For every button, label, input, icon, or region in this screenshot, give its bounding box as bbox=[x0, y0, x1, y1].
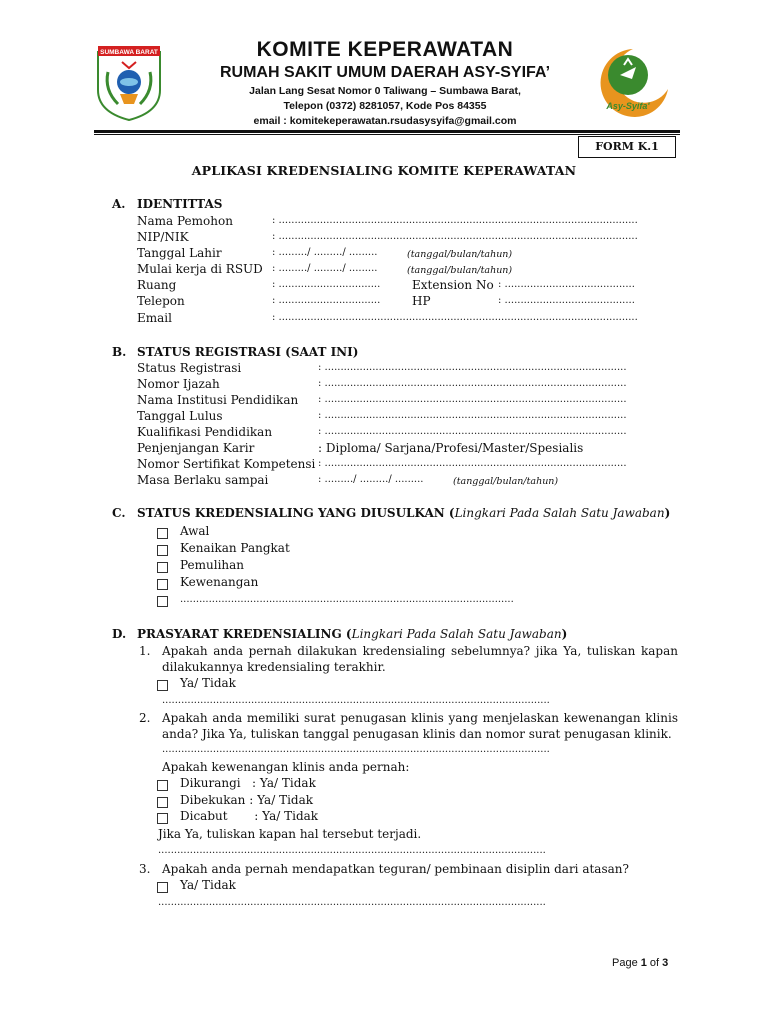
letterhead bbox=[0, 0, 768, 135]
hint-tanggal-lahir: (tanggal/bulan/tahun) bbox=[407, 249, 513, 260]
question-2-number: 2. bbox=[139, 711, 151, 725]
label-mulai-kerja: Mulai kerja di RSUD bbox=[137, 262, 263, 276]
question-3-number: 3. bbox=[139, 862, 151, 876]
field-hp[interactable]: : ......................................... bbox=[498, 295, 635, 306]
section-a-letter: A. bbox=[112, 197, 126, 211]
question-2-when-field[interactable]: .......................................................................................................................... bbox=[158, 845, 546, 856]
page-number bbox=[612, 957, 668, 969]
field-tanggal-lahir[interactable]: : ........./ ........./ ......... bbox=[272, 247, 378, 258]
field-telepon[interactable]: : ................................ bbox=[272, 295, 381, 306]
document-title: APLIKASI KREDENSIALING KOMITE KEPERAWATAN bbox=[191, 163, 577, 178]
label-telepon: Telepon bbox=[137, 294, 185, 308]
field-masa-berlaku[interactable]: : ........./ ........./ ......... bbox=[318, 474, 424, 485]
section-a-heading: IDENTITTAS bbox=[137, 197, 223, 211]
section-b-heading: STATUS REGISTRASI (SAAT INI) bbox=[137, 345, 359, 359]
label-status-registrasi: Status Registrasi bbox=[137, 361, 242, 375]
question-1-answer-field[interactable]: .......................................................................................................................... bbox=[162, 695, 550, 706]
section-c-heading-end: ) bbox=[664, 506, 671, 520]
section-d-heading-end: ) bbox=[561, 627, 568, 641]
committee-title: KOMITE KEPERAWATAN bbox=[256, 38, 514, 61]
label-kualifikasi: Kualifikasi Pendidikan bbox=[137, 425, 273, 439]
field-nama-institusi[interactable]: : ............................................................................................... bbox=[318, 394, 627, 405]
question-2-answer-field[interactable]: .......................................................................................................................... bbox=[162, 744, 550, 755]
page-prefix: Page bbox=[612, 957, 641, 969]
label-nama-pemohon: Nama Pemohon bbox=[137, 214, 233, 228]
section-d-heading-italic: Lingkari Pada Salah Satu Jawaban bbox=[351, 627, 562, 641]
header-rule-thick bbox=[94, 130, 680, 133]
label-tanggal-lahir: Tanggal Lahir bbox=[137, 246, 222, 260]
checkbox-q3[interactable] bbox=[157, 882, 168, 893]
hint-masa-berlaku: (tanggal/bulan/tahun) bbox=[453, 476, 559, 487]
option-kewenangan: Kewenangan bbox=[180, 575, 259, 589]
label-hp: HP bbox=[412, 294, 431, 308]
section-c-letter: C. bbox=[112, 506, 126, 520]
checkbox-pemulihan[interactable] bbox=[157, 562, 168, 573]
hospital-name: RUMAH SAKIT UMUM DAERAH ASY-SYIFA’ bbox=[219, 64, 551, 81]
question-1-number: 1. bbox=[139, 644, 151, 658]
form-code-box: FORM K.1 bbox=[578, 136, 676, 158]
section-d-letter: D. bbox=[112, 627, 127, 641]
section-b-letter: B. bbox=[112, 345, 127, 359]
field-nama-pemohon[interactable]: : ................................................................................................................. bbox=[272, 215, 638, 226]
page-of: of bbox=[646, 957, 663, 969]
label-nama-institusi: Nama Institusi Pendidikan bbox=[137, 393, 299, 407]
asy-syifa-logo-text: Asy-Syifa' bbox=[606, 101, 650, 111]
checkbox-kewenangan[interactable] bbox=[157, 579, 168, 590]
address-line-2: Telepon (0372) 8281057, Kode Pos 84355 bbox=[283, 100, 487, 112]
checkbox-dibekukan[interactable] bbox=[157, 797, 168, 808]
field-nomor-sertifikat[interactable]: : ............................................................................................... bbox=[318, 458, 627, 469]
question-1-line-1: Apakah anda pernah dilakukan kredensialing sebelumnya? jika Ya, tuliskan kapan bbox=[162, 644, 678, 658]
question-3-option: Ya/ Tidak bbox=[180, 878, 236, 892]
page-current: 1 bbox=[640, 957, 647, 969]
field-nomor-ijazah[interactable]: : ............................................................................................... bbox=[318, 378, 627, 389]
field-penjenjangan-karir[interactable]: : Diploma/ Sarjana/Profesi/Master/Spesialis bbox=[318, 441, 584, 455]
checkbox-dicabut[interactable] bbox=[157, 813, 168, 824]
label-nomor-ijazah: Nomor Ijazah bbox=[137, 377, 220, 391]
section-d-heading-text: PRASYARAT KREDENSIALING ( bbox=[137, 627, 352, 641]
label-nip-nik: NIP/NIK bbox=[137, 230, 189, 244]
question-2-line-1: Apakah anda memiliki surat penugasan klinis yang menjelaskan kewenangan klinis bbox=[162, 711, 678, 725]
label-nomor-sertifikat: Nomor Sertifikat Kompetensi bbox=[137, 457, 316, 471]
emblem-text: SUMBAWA BARAT bbox=[100, 49, 158, 56]
email-line: email : komitekeperawatan.rsudasysyifa@gmail.com bbox=[253, 115, 517, 127]
option-dicabut: Dicabut : Ya/ Tidak bbox=[180, 809, 319, 823]
option-awal: Awal bbox=[180, 524, 210, 538]
letterhead-text bbox=[180, 38, 590, 129]
address-line-1: Jalan Lang Sesat Nomor 0 Taliwang – Sumbawa Barat, bbox=[249, 85, 521, 97]
header-rule-thin bbox=[94, 134, 680, 135]
question-1-line-2: dilakukannya kredensialing terakhir. bbox=[162, 660, 386, 674]
asy-syifa-logo-icon bbox=[588, 45, 678, 117]
label-penjenjangan-karir: Penjenjangan Karir bbox=[137, 441, 255, 455]
question-2-subquestion: Apakah kewenangan klinis anda pernah: bbox=[162, 760, 410, 774]
field-ruang[interactable]: : ................................ bbox=[272, 279, 381, 290]
field-email[interactable]: : ................................................................................................................. bbox=[272, 312, 638, 323]
field-nip-nik[interactable]: : ................................................................................................................. bbox=[272, 231, 638, 242]
field-extension-no[interactable]: : ......................................... bbox=[498, 279, 635, 290]
checkbox-other[interactable] bbox=[157, 596, 168, 607]
checkbox-kenaikan-pangkat[interactable] bbox=[157, 545, 168, 556]
hint-mulai-kerja: (tanggal/bulan/tahun) bbox=[407, 265, 513, 276]
checkbox-q1[interactable] bbox=[157, 680, 168, 691]
label-tanggal-lulus: Tanggal Lulus bbox=[137, 409, 223, 423]
label-masa-berlaku: Masa Berlaku sampai bbox=[137, 473, 269, 487]
option-dikurangi: Dikurangi : Ya/ Tidak bbox=[180, 776, 316, 790]
page-total: 3 bbox=[662, 957, 669, 969]
question-1-option: Ya/ Tidak bbox=[180, 676, 236, 690]
label-email: Email bbox=[137, 311, 172, 325]
field-mulai-kerja[interactable]: : ........./ ........./ ......... bbox=[272, 263, 378, 274]
section-c-heading bbox=[137, 505, 670, 521]
question-3-line-1: Apakah anda pernah mendapatkan teguran/ pembinaan disiplin dari atasan? bbox=[162, 862, 629, 876]
checkbox-dikurangi[interactable] bbox=[157, 780, 168, 791]
option-kenaikan-pangkat: Kenaikan Pangkat bbox=[180, 541, 290, 555]
question-3-answer-field[interactable]: .......................................................................................................................... bbox=[158, 897, 546, 908]
question-2-line-2: anda? Jika Ya, tuliskan tanggal penugasan klinis dan nomor surat penugasan klinik. bbox=[162, 727, 672, 741]
section-d-heading bbox=[137, 626, 567, 642]
option-other-field[interactable]: ......................................................................................................... bbox=[180, 594, 514, 605]
section-c-heading-text: STATUS KREDENSIALING YANG DIUSULKAN ( bbox=[137, 506, 455, 520]
field-tanggal-lulus[interactable]: : ............................................................................................... bbox=[318, 410, 627, 421]
label-extension-no: Extension No bbox=[412, 278, 494, 292]
option-pemulihan: Pemulihan bbox=[180, 558, 245, 572]
label-ruang: Ruang bbox=[137, 278, 177, 292]
question-2-note: Jika Ya, tuliskan kapan hal tersebut terjadi. bbox=[158, 827, 422, 841]
section-c-heading-italic: Lingkari Pada Salah Satu Jawaban bbox=[454, 506, 665, 520]
checkbox-awal[interactable] bbox=[157, 528, 168, 539]
option-dibekukan: Dibekukan : Ya/ Tidak bbox=[180, 793, 314, 807]
field-status-registrasi[interactable]: : ............................................................................................... bbox=[318, 362, 627, 373]
field-kualifikasi[interactable]: : ............................................................................................... bbox=[318, 426, 627, 437]
sumbawa-barat-emblem-icon bbox=[94, 42, 164, 122]
